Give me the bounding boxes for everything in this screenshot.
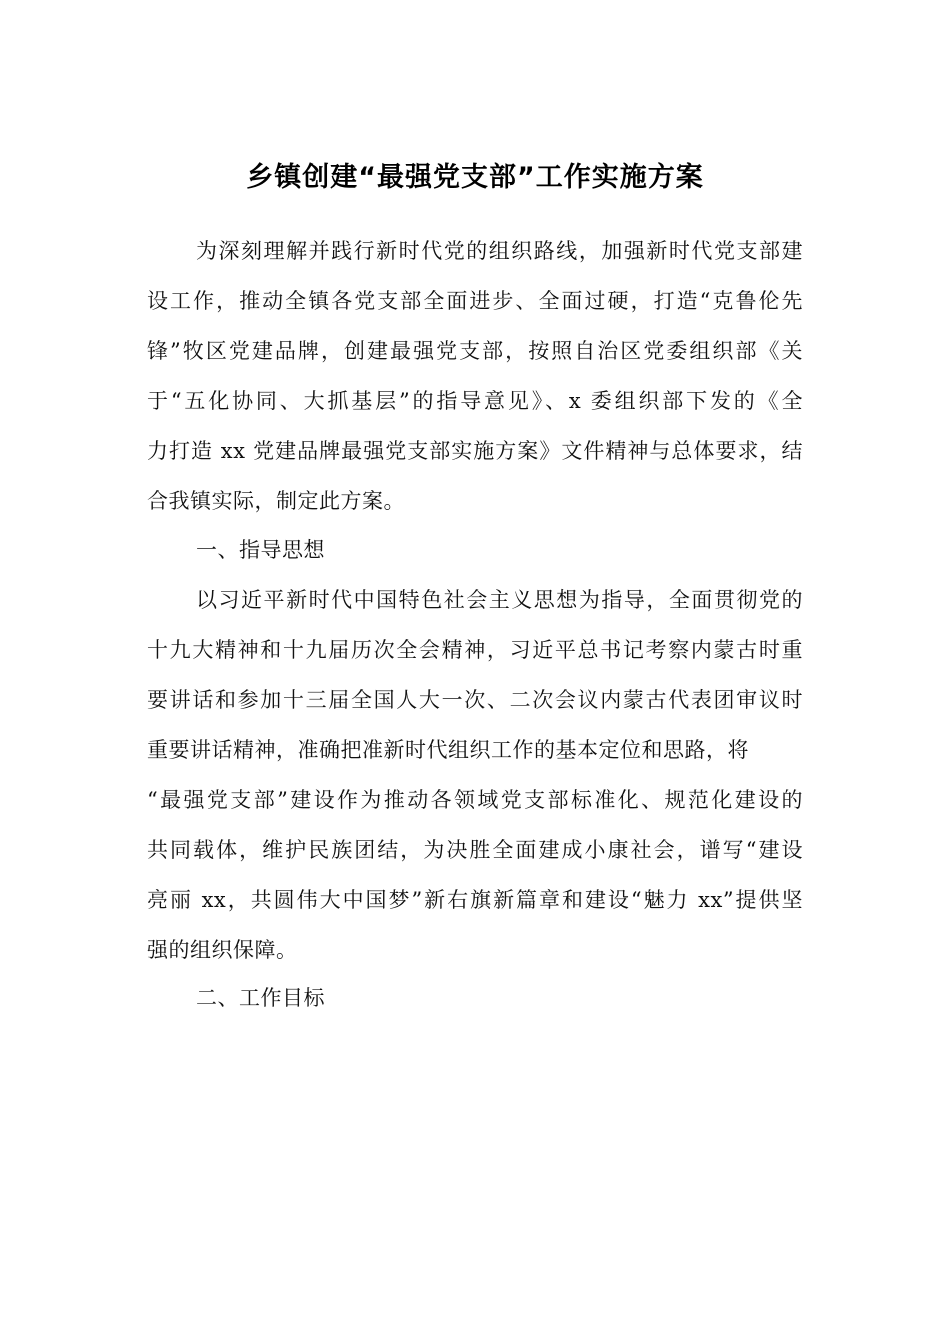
paragraph-line: 要讲话和参加十三届全国人大一次、二次会议内蒙古代表团审议时 [147,688,803,712]
paragraph-line: 力打造 xx 党建品牌最强党支部实施方案》文件精神与总体要求，结 [147,439,803,463]
paragraph-line: 共同载体，维护民族团结，为决胜全面建成小康社会，谱写“建设 [147,838,803,862]
guiding-ideology-paragraph [147,575,803,975]
section-heading-work-goals: 二、工作目标 [196,986,325,1010]
intro-paragraph [147,226,803,526]
paragraph-line: 为深刻理解并践行新时代党的组织路线，加强新时代党支部建 [196,239,803,263]
paragraph-line: 亮丽 xx，共圆伟大中国梦”新右旗新篇章和建设“魅力 xx”提供坚 [147,888,803,912]
paragraph-line: 于“五化协同、大抓基层”的指导意见》、x 委组织部下发的《全 [147,389,803,413]
paragraph-line: 强的组织保障。 [147,938,298,962]
paragraph-line: 重要讲话精神，准确把准新时代组织工作的基本定位和思路，将 [147,738,749,762]
document-title: 乡镇创建“最强党支部”工作实施方案 [246,162,704,193]
paragraph-line: “最强党支部”建设作为推动各领域党支部标准化、规范化建设的 [147,788,803,812]
section-heading-guiding-ideology: 一、指导思想 [196,538,325,562]
paragraph-line: 设工作，推动全镇各党支部全面进步、全面过硬，打造“克鲁伦先 [147,289,803,313]
paragraph-line: 合我镇实际，制定此方案。 [147,489,405,513]
paragraph-line: 锋”牧区党建品牌，创建最强党支部，按照自治区党委组织部《关 [147,339,803,363]
paragraph-line: 以习近平新时代中国特色社会主义思想为指导，全面贯彻党的 [196,588,803,612]
paragraph-line: 十九大精神和十九届历次全会精神，习近平总书记考察内蒙古时重 [147,638,803,662]
